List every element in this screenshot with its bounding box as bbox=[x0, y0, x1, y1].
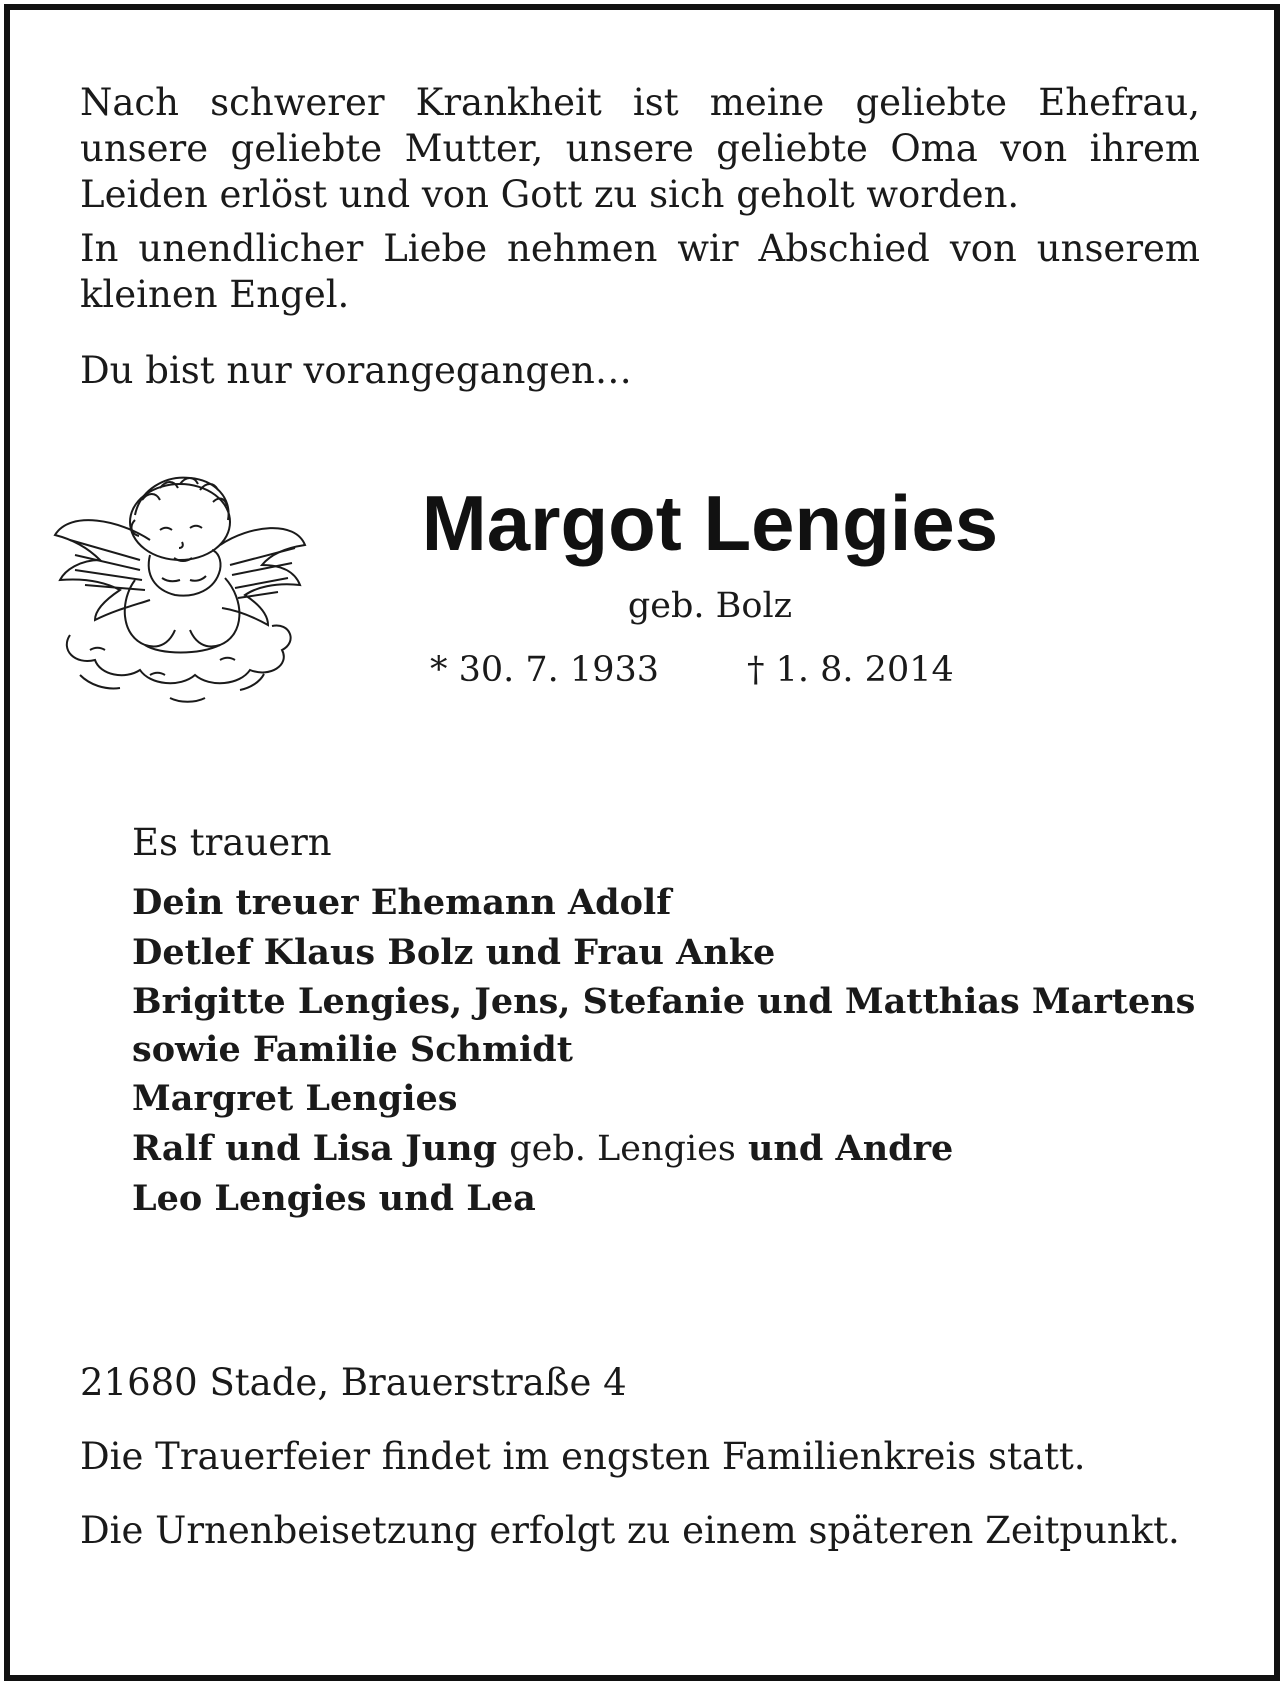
intro-paragraph-1: Nach schwerer Krankheit ist meine geliebte Ehefrau, unsere geliebte Mutter, unsere geliebte Oma von ihrem Leiden erlöst und von Gott zu sich geholt worden. bbox=[80, 81, 1200, 216]
deceased-name: Margot Lengies bbox=[421, 479, 999, 567]
maiden-name: geb. Bolz bbox=[627, 586, 793, 626]
footer-text bbox=[80, 1360, 1200, 1554]
cherub-angel-icon bbox=[50, 460, 310, 720]
mourner-row: Leo Lengies und Lea bbox=[132, 1178, 536, 1219]
mourner-maiden-note: geb. Lengies bbox=[509, 1129, 736, 1169]
birth-date: * 30. 7. 1933 bbox=[430, 650, 660, 690]
urn-note: Die Urnenbeisetzung erfolgt zu einem späteren Zeitpunkt. bbox=[80, 1509, 1180, 1552]
mourners-list bbox=[132, 820, 1212, 1224]
address: 21680 Stade, Brauerstraße 4 bbox=[80, 1361, 627, 1404]
intro-paragraph-2: In unendlicher Liebe nehmen wir Abschied von unserem kleinen Engel. bbox=[80, 227, 1200, 316]
mourner-row: Dein treuer Ehemann Adolf bbox=[132, 882, 672, 923]
intro-text bbox=[80, 80, 1200, 402]
mourner-row: Detlef Klaus Bolz und Frau Anke bbox=[132, 932, 776, 973]
mourners-heading: Es trauern bbox=[132, 821, 332, 864]
death-date: † 1. 8. 2014 bbox=[747, 650, 954, 690]
mourner-row: sowie Familie Schmidt bbox=[132, 1029, 573, 1070]
ceremony-note: Die Trauerfeier findet im engsten Familienkreis statt. bbox=[80, 1435, 1086, 1478]
mourner-names: und Andre bbox=[747, 1128, 954, 1169]
mourner-row: Margret Lengies bbox=[132, 1078, 458, 1119]
life-dates bbox=[430, 648, 1050, 692]
mourner-row bbox=[132, 1124, 1212, 1174]
mourner-names: Ralf und Lisa Jung bbox=[132, 1128, 498, 1169]
mourner-row: Brigitte Lengies, Jens, Stefanie und Matthias Martens bbox=[132, 981, 1196, 1022]
intro-paragraph-3: Du bist nur vorangegangen… bbox=[80, 349, 632, 392]
